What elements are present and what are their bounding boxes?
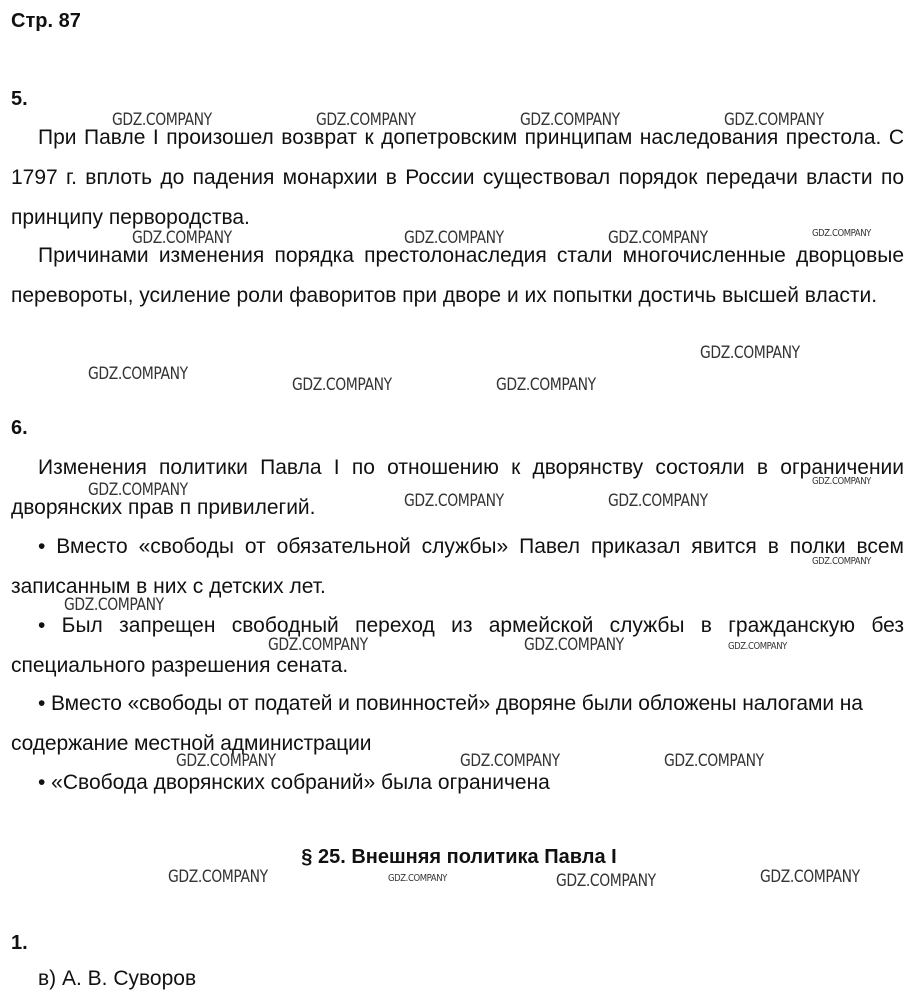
section-heading: § 25. Внешняя политика Павла I xyxy=(301,846,617,868)
watermark: GDZ.COMPANY xyxy=(556,871,656,891)
q6-bullet-4: • «Свобода дворянских собраний» была ограничена xyxy=(38,771,550,794)
watermark: GDZ.COMPANY xyxy=(608,228,708,248)
watermark: GDZ.COMPANY xyxy=(388,873,447,884)
watermark: GDZ.COMPANY xyxy=(316,110,416,130)
watermark: GDZ.COMPANY xyxy=(724,110,824,130)
watermark: GDZ.COMPANY xyxy=(88,364,188,384)
watermark: GDZ.COMPANY xyxy=(168,867,268,887)
watermark: GDZ.COMPANY xyxy=(700,343,800,363)
watermark: GDZ.COMPANY xyxy=(812,556,871,567)
watermark: GDZ.COMPANY xyxy=(496,375,596,395)
watermark: GDZ.COMPANY xyxy=(460,751,560,771)
question-number-6: 6. xyxy=(11,417,28,439)
q1-answer: в) А. В. Суворов xyxy=(38,967,197,990)
watermark: GDZ.COMPANY xyxy=(812,228,871,239)
watermark: GDZ.COMPANY xyxy=(268,635,368,655)
watermark: GDZ.COMPANY xyxy=(728,641,787,652)
watermark: GDZ.COMPANY xyxy=(176,751,276,771)
watermark: GDZ.COMPANY xyxy=(404,491,504,511)
watermark: GDZ.COMPANY xyxy=(608,491,708,511)
watermark: GDZ.COMPANY xyxy=(88,480,188,500)
watermark: GDZ.COMPANY xyxy=(524,635,624,655)
question-number-1: 1. xyxy=(11,932,28,954)
watermark: GDZ.COMPANY xyxy=(112,110,212,130)
watermark: GDZ.COMPANY xyxy=(64,595,164,615)
q5-paragraph-1: При Павле I произошел возврат к допетровским принципам наследования престола. С 1797 г. вплоть до падения монархии в России существовал порядок передачи власти по принципу первородства. xyxy=(11,126,904,229)
q6-bullet-2: • Был запрещен свободный переход из армейской службы в гражданскую без специального разрешения сената. xyxy=(11,614,904,677)
watermark: GDZ.COMPANY xyxy=(520,110,620,130)
watermark: GDZ.COMPANY xyxy=(812,476,871,487)
q6-intro-paragraph: Изменения политики Павла I по отношению к дворянству состояли в ограничении дворянских прав п привилегий. xyxy=(11,456,904,519)
question-number-5: 5. xyxy=(11,88,28,110)
page-label: Стр. 87 xyxy=(11,10,81,32)
q6-bullet-3: • Вместо «свободы от податей и повинностей» дворяне были обложены налогами на содержание местной администрации xyxy=(11,692,863,755)
q5-paragraph-2: Причинами изменения порядка престолонаследия стали многочисленные дворцовые перевороты, усиление роли фаворитов при дворе и их попытки достичь высшей власти. xyxy=(11,244,904,307)
watermark: GDZ.COMPANY xyxy=(292,375,392,395)
watermark: GDZ.COMPANY xyxy=(404,228,504,248)
watermark: GDZ.COMPANY xyxy=(132,228,232,248)
watermark: GDZ.COMPANY xyxy=(760,867,860,887)
q6-bullet-1: • Вместо «свободы от обязательной службы» Павел приказал явится в полки всем записанным в них с детских лет. xyxy=(11,535,904,598)
watermark: GDZ.COMPANY xyxy=(664,751,764,771)
